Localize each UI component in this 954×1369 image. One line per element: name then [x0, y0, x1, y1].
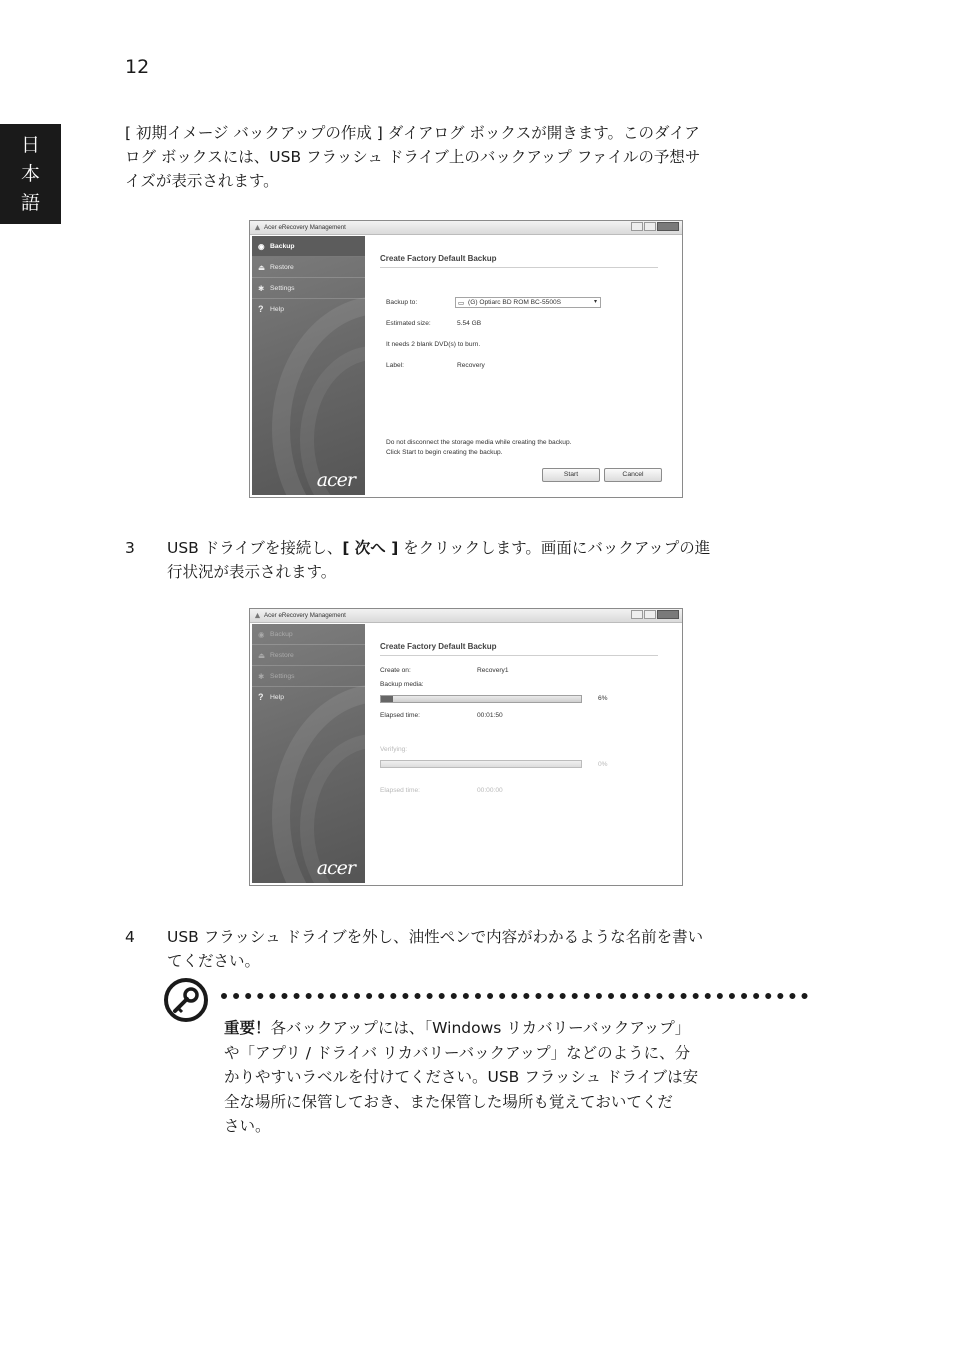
note-text: や「アプリ / ドライバ リカバリーバックアップ」などのように、分 — [224, 1043, 691, 1062]
sidebar-item-label: Help — [270, 305, 284, 313]
verify-progress-bar — [380, 760, 582, 768]
elapsed-time-label: Elapsed time: — [380, 787, 420, 794]
sidebar-item-restore[interactable] — [252, 257, 365, 278]
note-heading: 重要！ — [224, 1019, 271, 1037]
sidebar-item-backup[interactable] — [252, 236, 365, 257]
gear-icon: ✱ — [258, 283, 265, 293]
help-icon: ? — [258, 692, 264, 702]
minimize-button[interactable] — [631, 610, 643, 619]
window-title: Acer eRecovery Management — [264, 224, 346, 231]
backup-progress-bar — [380, 695, 582, 703]
step-text: USB フラッシュ ドライブを外し、油性ペンで内容がわかるような名前を書い — [167, 928, 704, 946]
minimize-button[interactable] — [631, 222, 643, 231]
backup-progress-percent: 6% — [598, 695, 608, 702]
progress-fill — [381, 696, 393, 702]
note-divider — [221, 993, 808, 999]
panel-title: Create Factory Default Backup — [380, 254, 497, 263]
main-panel — [368, 236, 680, 495]
close-button[interactable] — [657, 222, 679, 231]
backup-to-dropdown[interactable] — [455, 297, 601, 308]
important-note — [224, 1016, 790, 1139]
screenshot-backup-progress — [249, 608, 683, 886]
app-icon — [254, 224, 261, 231]
step-number: 4 — [125, 928, 135, 946]
backup-icon: ◉ — [258, 629, 265, 639]
cancel-button[interactable]: Cancel — [604, 468, 662, 482]
notice-text: Do not disconnect the storage media while creating the backup. — [386, 439, 572, 446]
divider — [380, 267, 658, 268]
restore-icon: ⏏ — [258, 650, 266, 660]
verifying-label: Verifying: — [380, 746, 408, 753]
sidebar-item-settings[interactable] — [252, 666, 365, 687]
acer-logo: acer — [316, 857, 355, 879]
language-tab-char: 日 — [20, 133, 40, 156]
intro-line: イズが表示されます。 — [125, 172, 279, 190]
window-titlebar — [250, 609, 682, 623]
sidebar-item-label: Restore — [270, 263, 294, 271]
app-icon — [254, 612, 261, 619]
sidebar-item-label: Help — [270, 693, 284, 701]
backup-to-value: (G) Optiarc BD ROM BC-5500S — [468, 299, 562, 306]
dvd-needs-text: It needs 2 blank DVD(s) to burn. — [386, 341, 481, 348]
sidebar-item-restore[interactable] — [252, 645, 365, 666]
step-4 — [125, 925, 815, 973]
chevron-down-icon: ▾ — [593, 299, 597, 305]
language-tab — [0, 124, 61, 224]
intro-paragraph — [125, 121, 815, 193]
screenshot-backup-dialog — [249, 220, 683, 498]
sidebar-item-backup[interactable] — [252, 624, 365, 645]
language-tab-char: 本 — [20, 162, 40, 185]
help-icon: ? — [258, 304, 264, 314]
sidebar-item-label: Backup — [270, 630, 293, 638]
sidebar-item-label: Settings — [270, 284, 295, 292]
sidebar-item-help[interactable] — [252, 687, 365, 707]
estimated-size-value: 5.54 GB — [457, 320, 482, 327]
step-3 — [125, 536, 815, 584]
intro-line: [ 初期イメージ バックアップの作成 ] ダイアログ ボックスが開きます。このダイア — [125, 124, 700, 142]
panel-title: Create Factory Default Backup — [380, 642, 497, 651]
maximize-button[interactable] — [644, 222, 656, 231]
note-text: 全な場所に保管しておき、また保管した場所も覚えておいてくだ — [224, 1092, 673, 1111]
next-button-ref: [ 次へ ] — [342, 539, 399, 557]
sidebar-item-settings[interactable] — [252, 278, 365, 299]
start-button[interactable]: Start — [542, 468, 600, 482]
sidebar-item-label: Settings — [270, 672, 295, 680]
drive-icon: ▭ — [458, 300, 465, 307]
maximize-button[interactable] — [644, 610, 656, 619]
label-label: Label: — [386, 362, 404, 369]
backup-icon: ◉ — [258, 241, 265, 251]
create-on-value: Recovery1 — [477, 667, 509, 674]
elapsed-time-label: Elapsed time: — [380, 712, 420, 719]
label-value: Recovery — [457, 362, 485, 369]
sidebar-item-label: Backup — [270, 242, 295, 250]
step-text: をクリックします。画面にバックアップの進 — [398, 539, 711, 557]
sidebar — [252, 236, 365, 495]
note-text: 各バックアップには、「Windows リカバリーバックアップ」 — [270, 1019, 691, 1037]
language-tab-char: 語 — [20, 191, 40, 214]
page-number: 12 — [125, 56, 150, 78]
acer-logo: acer — [316, 469, 355, 491]
step-text: 行状況が表示されます。 — [167, 563, 337, 581]
window-titlebar — [250, 221, 682, 235]
backup-media-label: Backup media: — [380, 681, 424, 688]
estimated-size-label: Estimated size: — [386, 320, 431, 327]
step-text: てください。 — [167, 952, 261, 970]
notice-text: Click Start to begin creating the backup. — [386, 449, 503, 456]
main-panel — [368, 624, 680, 883]
restore-icon: ⏏ — [258, 262, 266, 272]
close-button[interactable] — [657, 610, 679, 619]
sidebar-item-help[interactable] — [252, 299, 365, 319]
note-text: さい。 — [224, 1117, 271, 1135]
backup-to-label: Backup to: — [386, 299, 418, 306]
intro-line: ログ ボックスには、USB フラッシュ ドライブ上のバックアップ ファイルの予想サ — [125, 148, 701, 166]
step-text: USB ドライブを接続し、 — [167, 539, 343, 557]
divider — [380, 655, 658, 656]
create-on-label: Create on: — [380, 667, 411, 674]
elapsed-time-value: 00:01:50 — [477, 712, 503, 719]
sidebar-item-label: Restore — [270, 651, 294, 659]
note-text: かりやすいラベルを付けてください。USB フラッシュ ドライブは安 — [224, 1068, 699, 1086]
sidebar — [252, 624, 365, 883]
step-number: 3 — [125, 539, 135, 557]
elapsed-time-value: 00:00:00 — [477, 787, 503, 794]
gear-icon: ✱ — [258, 671, 265, 681]
window-title: Acer eRecovery Management — [264, 612, 346, 619]
verify-progress-percent: 0% — [598, 761, 608, 768]
key-icon — [163, 977, 209, 1023]
